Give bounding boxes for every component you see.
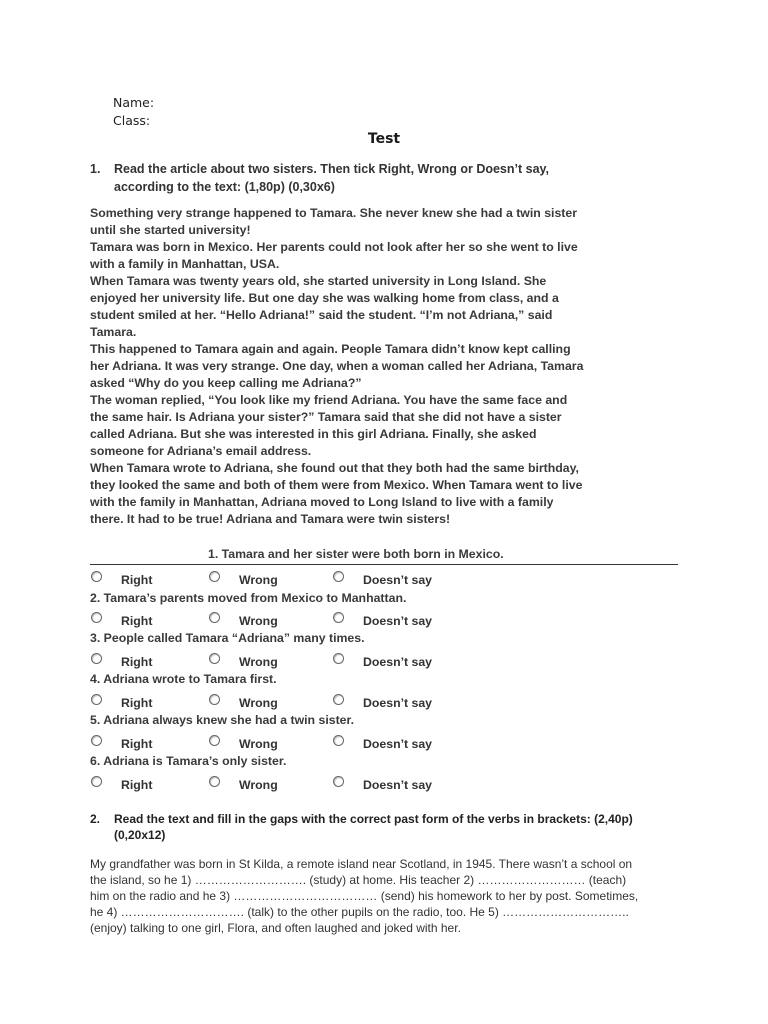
exercise-2-number: 2. <box>90 812 101 826</box>
article-line: When Tamara was twenty years old, she started university in Long Island. She <box>90 274 547 288</box>
question-4-text: 4. Adriana wrote to Tamara first. <box>90 672 277 686</box>
option-right-label: Right <box>121 737 153 751</box>
exercise-2-instruction-line-2: (0,20x12) <box>114 828 166 842</box>
article-line: Something very strange happened to Tamara. She never knew she had a twin sister <box>90 206 578 220</box>
paragraph-line: My grandfather was born in St Kilda, a remote island near Scotland, in 1945. There wasn’t a school on <box>90 857 633 871</box>
paragraph-line: (enjoy) talking to one girl, Flora, and often laughed and joked with her. <box>90 921 461 935</box>
paragraph-line: he 4) …………………………. (talk) to the other pupils on the radio, too. He 5) ………………………….. <box>90 905 629 919</box>
question-5-right-radio[interactable] <box>91 735 102 746</box>
article-line: until she started university! <box>90 223 251 237</box>
article-line: This happened to Tamara again and again. People Tamara didn’t know kept calling <box>90 342 571 356</box>
option-wrong-label: Wrong <box>239 737 278 751</box>
question-4-doesnt-say-radio[interactable] <box>333 694 344 705</box>
article-line: asked “Why do you keep calling me Adriana?” <box>90 376 362 390</box>
exercise-2-instruction-line-1: Read the text and fill in the gaps with the correct past form of the verbs in brackets: (2,40p) <box>114 812 633 826</box>
option-wrong-label: Wrong <box>239 614 278 628</box>
option-wrong-label: Wrong <box>239 696 278 710</box>
article-line: student smiled at her. “Hello Adriana!” said the student. “I’m not Adriana,” said <box>90 308 553 322</box>
article-line: they looked the same and both of them were from Mexico. When Tamara went to live <box>90 478 583 492</box>
option-doesnt-say-label: Doesn’t say <box>363 573 433 587</box>
name-label: Name: <box>113 95 155 110</box>
option-doesnt-say-label: Doesn’t say <box>363 655 433 669</box>
article-line: When Tamara wrote to Adriana, she found out that they both had the same birthday, <box>90 461 579 475</box>
option-wrong-label: Wrong <box>239 778 278 792</box>
exercise-1-instruction <box>90 160 650 196</box>
article-line: there. It had to be true! Adriana and Tamara were twin sisters! <box>90 512 451 526</box>
class-label: Class: <box>113 113 151 128</box>
option-wrong-label: Wrong <box>239 655 278 669</box>
question-6-doesnt-say-radio[interactable] <box>333 776 344 787</box>
question-4-right-radio[interactable] <box>91 694 102 705</box>
article-line: someone for Adriana’s email address. <box>90 444 312 458</box>
page-title: Test <box>367 131 401 147</box>
article-line: enjoyed her university life. But one day she was walking home from class, and a <box>90 291 559 305</box>
question-1-wrong-radio[interactable] <box>209 571 220 582</box>
divider-line <box>90 564 678 565</box>
question-3-right-radio[interactable] <box>91 653 102 664</box>
option-right-label: Right <box>121 614 153 628</box>
option-doesnt-say-label: Doesn’t say <box>363 737 433 751</box>
exercise-1-instruction-line-1: Read the article about two sisters. Then tick Right, Wrong or Doesn’t say, <box>114 162 550 176</box>
question-3-wrong-radio[interactable] <box>209 653 220 664</box>
exercise-1-number: 1. <box>90 162 101 176</box>
gap-fill-paragraph <box>90 856 690 936</box>
question-2-doesnt-say-radio[interactable] <box>333 612 344 623</box>
option-doesnt-say-label: Doesn’t say <box>363 778 433 792</box>
option-doesnt-say-label: Doesn’t say <box>363 696 433 710</box>
question-2-wrong-radio[interactable] <box>209 612 220 623</box>
article-line: with the family in Manhattan, Adriana moved to Long Island to live with a family <box>90 495 554 509</box>
article-line: her Adriana. It was very strange. One day, when a woman called her Adriana, Tamara <box>90 359 584 373</box>
article-line: the same hair. Is Adriana your sister?” Tamara said that she did not have a sister <box>90 410 562 424</box>
paragraph-line: him on the radio and he 3) ……………………………… (send) his homework to her by post. Sometimes, <box>90 889 639 903</box>
article-line: with a family in Manhattan, USA. <box>90 257 280 271</box>
question-2-right-radio[interactable] <box>91 612 102 623</box>
exercise-1-instruction-line-2: according to the text: (1,80p) (0,30x6) <box>114 180 335 194</box>
option-right-label: Right <box>121 655 153 669</box>
article-text <box>90 205 690 528</box>
option-right-label: Right <box>121 778 153 792</box>
option-right-label: Right <box>121 573 153 587</box>
article-line: called Adriana. But she was interested in this girl Adriana. Finally, she asked <box>90 427 537 441</box>
question-5-wrong-radio[interactable] <box>209 735 220 746</box>
question-1-right-radio[interactable] <box>91 571 102 582</box>
question-5-doesnt-say-radio[interactable] <box>333 735 344 746</box>
paragraph-line: the island, so he 1) ………………………. (study) at home. His teacher 2) ……………………… (teach) <box>90 873 627 887</box>
option-doesnt-say-label: Doesn’t say <box>363 614 433 628</box>
exercise-2-instruction <box>90 811 690 843</box>
question-5-text: 5. Adriana always knew she had a twin sister. <box>90 713 355 727</box>
question-4-wrong-radio[interactable] <box>209 694 220 705</box>
article-line: The woman replied, “You look like my friend Adriana. You have the same face and <box>90 393 568 407</box>
article-line: Tamara was born in Mexico. Her parents could not look after her so she went to live <box>90 240 578 254</box>
question-1-doesnt-say-radio[interactable] <box>333 571 344 582</box>
option-wrong-label: Wrong <box>239 573 278 587</box>
question-2-text: 2. Tamara’s parents moved from Mexico to Manhattan. <box>90 591 407 605</box>
question-6-text: 6. Adriana is Tamara’s only sister. <box>90 754 287 768</box>
question-3-doesnt-say-radio[interactable] <box>333 653 344 664</box>
question-1-text: 1. Tamara and her sister were both born in Mexico. <box>208 547 504 561</box>
question-6-wrong-radio[interactable] <box>209 776 220 787</box>
article-line: Tamara. <box>90 325 137 339</box>
option-right-label: Right <box>121 696 153 710</box>
question-3-text: 3. People called Tamara “Adriana” many times. <box>90 631 365 645</box>
question-6-right-radio[interactable] <box>91 776 102 787</box>
